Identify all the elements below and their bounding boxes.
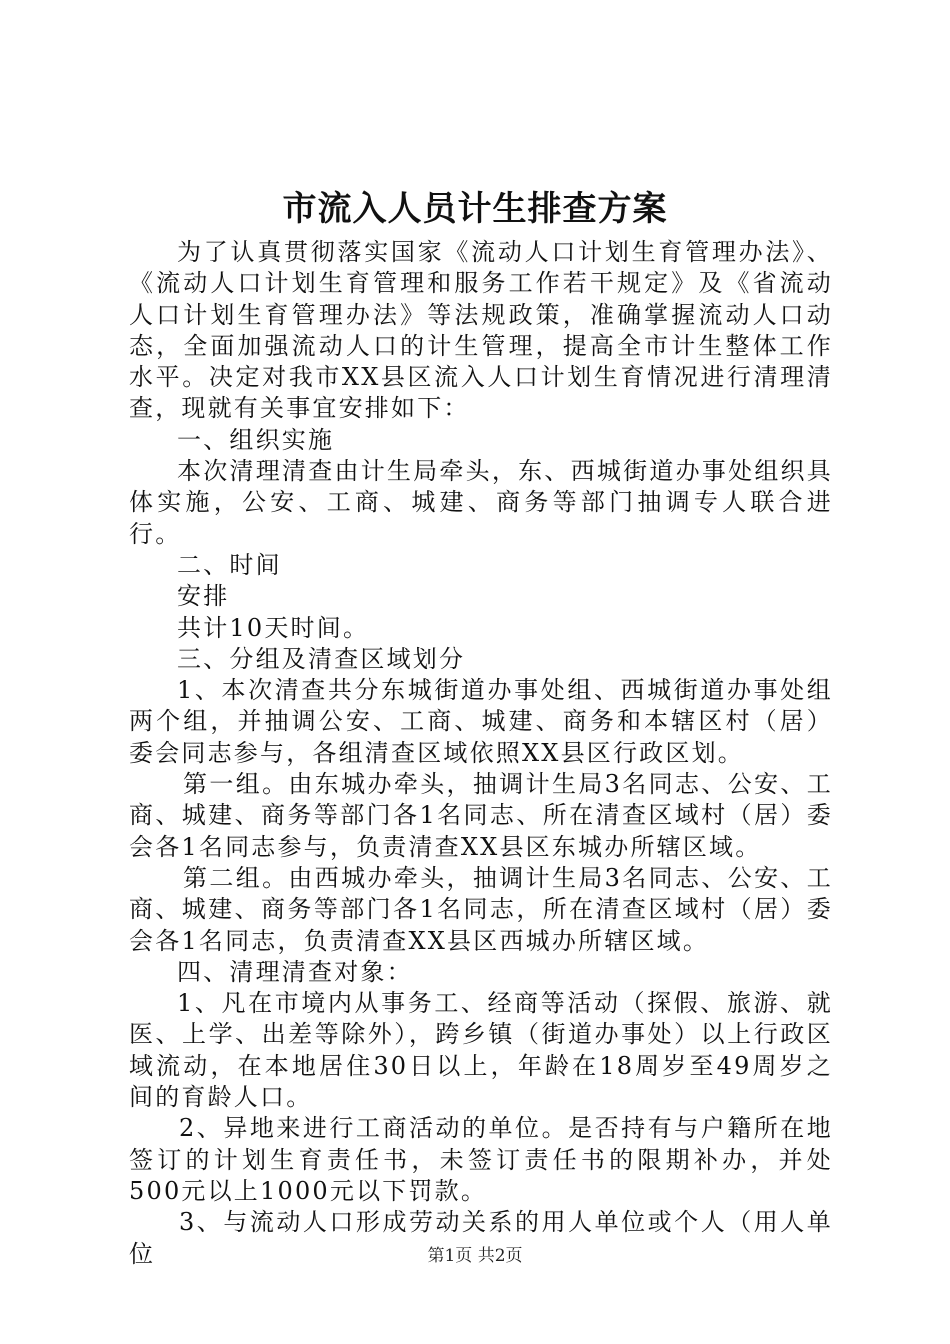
document-body	[129, 237, 833, 1270]
section-heading-grouping: 三、分组及清查区域划分	[177, 644, 466, 673]
organization-paragraph: 本次清理清查由计生局牵头，东、西城街道办事处组织具体实施，公安、工商、城建、商务等部门抽调专人联合进行。	[129, 457, 833, 548]
target-item-1: 1、凡在市境内从事务工、经商等活动（探假、旅游、就医、上学、出差等除外），跨乡镇（街道办事处）以上行政区域流动，在本地居住30日以上，年龄在18周岁至49周岁之间的育龄人口。	[129, 989, 833, 1112]
document-title: 市流入人员计生排查方案	[282, 189, 668, 229]
grouping-paragraph: 1、本次清查共分东城街道办事处组、西城街道办事处组两个组，并抽调公安、工商、城建、商务和本辖区村（居）委会同志参与，各组清查区域依照XX县区行政区划。	[129, 676, 833, 767]
target-item-2: 2、异地来进行工商活动的单位。是否持有与户籍所在地签订的计划生育责任书，未签订责任书的限期补办，并处500元以上1000元以下罚款。	[129, 1114, 833, 1205]
section-heading-time: 二、时间	[177, 550, 282, 579]
time-total-line: 共计10天时间。	[177, 613, 370, 642]
section-heading-targets: 四、清理清查对象：	[177, 957, 413, 986]
section-heading-organization: 一、组织实施	[177, 425, 335, 454]
page-footer: 第1页 共2页	[427, 1246, 523, 1266]
group-two-paragraph: 第二组。由西城办牵头，抽调计生局3名同志、公安、工商、城建、商务等部门各1名同志，所在清查区域村（居）委会各1名同志，负责清查XX县区西城办所辖区域。	[129, 863, 833, 955]
time-arrangement-line: 安排	[177, 582, 230, 611]
intro-paragraph: 为了认真贯彻落实国家《流动人口计划生育管理办法》、《流动人口计划生育管理和服务工作若干规定》及《省流动人口计划生育管理办法》等法规政策，准确掌握流动人口动态，全面加强流动人口的计生管理，提高全市计生整体工作水平。决定对我市XX县区流入人口计划生育情况进行清理清查，现就有关事宜安排如下：	[129, 238, 833, 423]
group-one-paragraph: 第一组。由东城办牵头，抽调计生局3名同志、公安、工商、城建、商务等部门各1名同志、所在清查区域村（居）委会各1名同志参与，负责清查XX县区东城办所辖区域。	[129, 770, 833, 861]
target-item-3: 3、与流动人口形成劳动关系的用人单位或个人（用人单位	[129, 1208, 833, 1268]
